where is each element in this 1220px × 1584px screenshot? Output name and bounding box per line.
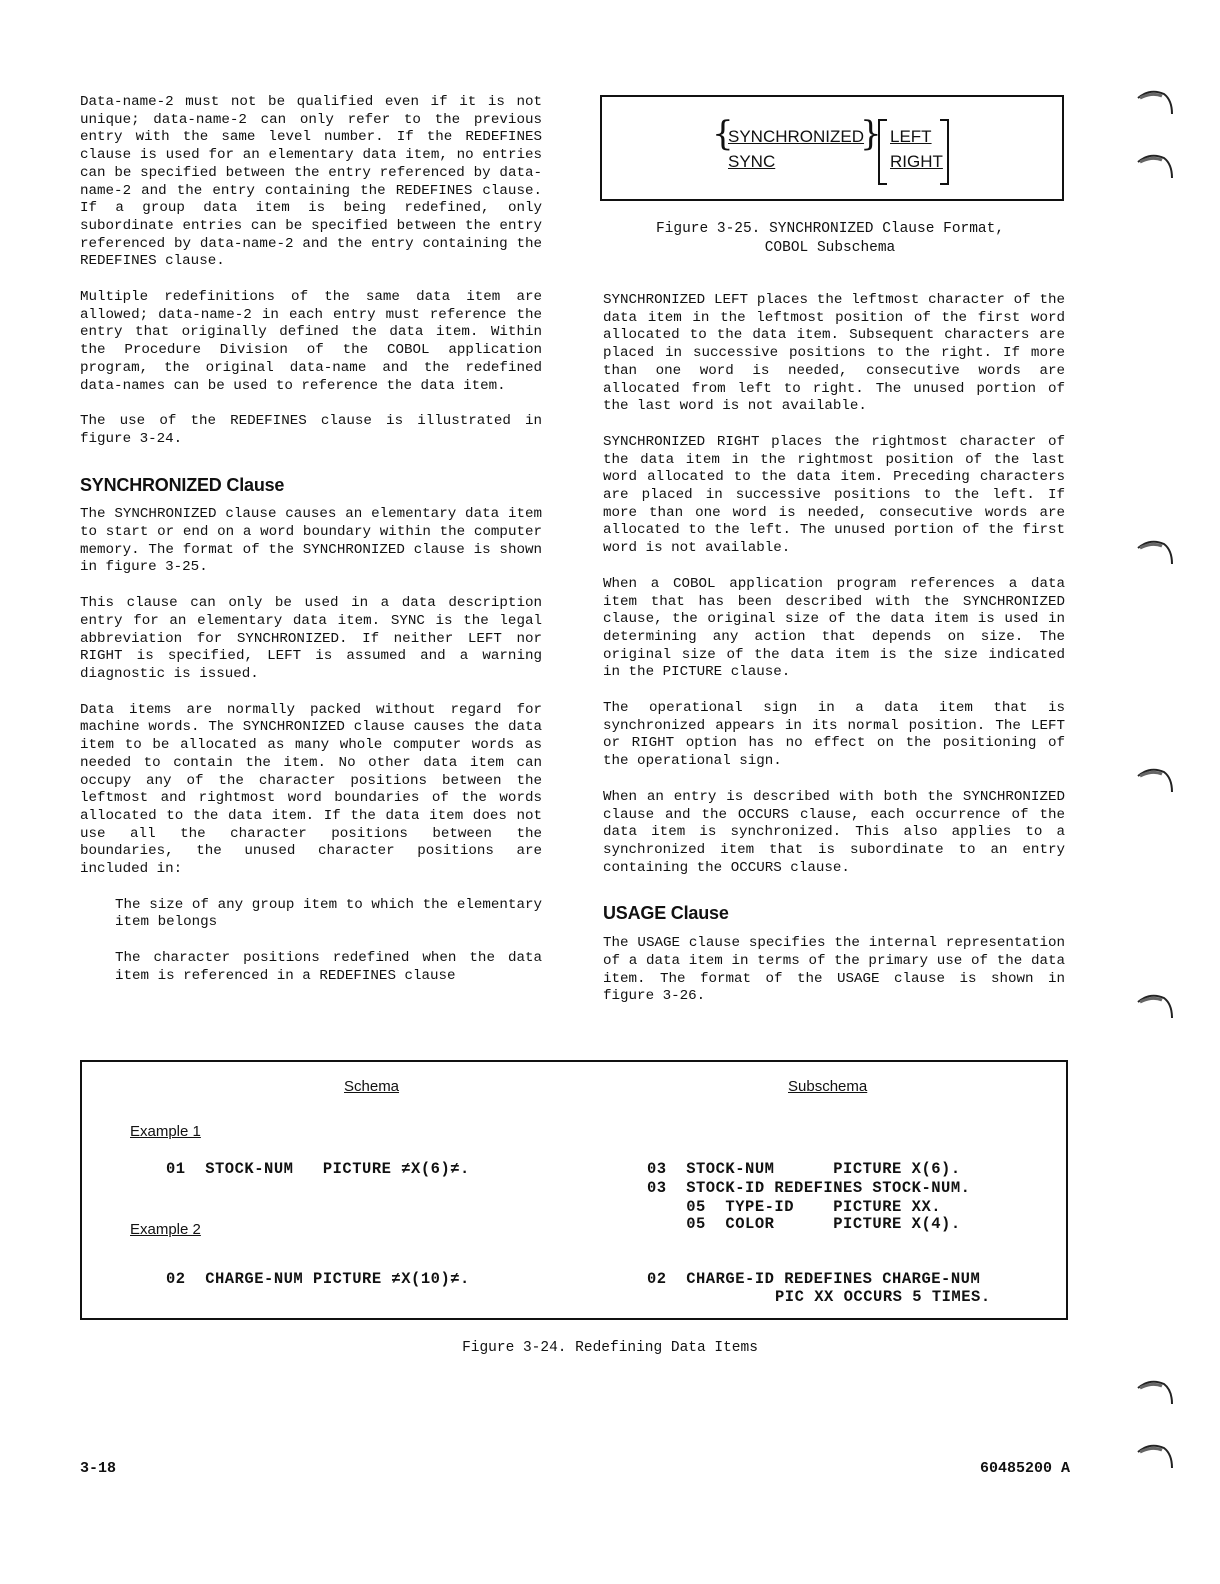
figure-3-25-caption [600,220,1060,258]
paragraph: Multiple redefinitions of the same data item are allowed; data-name-2 in each entry must reference the entry that originally defined the data item. Within the Procedure Division of the COBOL application program, the original data-name and the redefined data-names can be used to reference the data item. [80,289,542,394]
left-brace-icon: { [712,114,734,154]
document-number: 60485200 A [980,1460,1071,1477]
subschema-line: 03 STOCK-ID REDEFINES STOCK-NUM. [647,1179,971,1197]
paragraph: SYNCHRONIZED RIGHT places the rightmost character of the data item in the rightmost position of the last word allocated to the data item. Preceding characters are placed in successive positions to the left. If more than one word is needed, consecutive words are allocated to the left. The unused portion of the first word is not available. [603,433,1065,557]
page-number: 3-18 [80,1460,117,1477]
subschema-line: 02 CHARGE-ID REDEFINES CHARGE-NUM [647,1270,981,1288]
paragraph: Data-name-2 must not be qualified even if it is not unique; data-name-2 can only refer to the previous entry with the same level number. If the REDEFINES clause is used for an elementary data item, no entries can be specified between the entry referenced by data-name-2 and the entry containing the REDEFINES clause. If a group data item is being redefined, only subordinate entries can be specified between the entry referenced by data-name-2 and the entry containing the REDEFINES clause. [80,94,542,270]
indented-paragraph: The character positions redefined when the data item is referenced in a REDEFINES clause [115,950,542,984]
schema-example-1: 01 STOCK-NUM PICTURE ≠X(6)≠. [166,1160,470,1178]
paragraph: The operational sign in a data item that is synchronized appears in its normal position. The LEFT or RIGHT option has no effect on the positioning of the operational sign. [603,700,1065,770]
paragraph: This clause can only be used in a data description entry for an elementary data item. SYNC is the legal abbreviation for SYNCHRONIZED. If neither LEFT nor RIGHT is specified, LEFT is assumed and a warning diagnostic is issued. [80,595,542,682]
indented-paragraph: The size of any group item to which the elementary item belongs [115,896,542,931]
subschema-header: Subschema [788,1078,868,1095]
caption-line: COBOL Subschema [764,240,896,256]
section-heading-usage: USAGE Clause [603,903,729,924]
binder-hole-icon [1136,1376,1176,1406]
sync-format-box [600,95,1064,201]
redefining-data-items-figure [80,1060,1068,1320]
paragraph: The SYNCHRONIZED clause causes an elementary data item to start or end on a word boundary within the computer memory. The format of the SYNCHRONIZED clause is shown in figure 3-25. [80,506,542,576]
schema-example-2: 02 CHARGE-NUM PICTURE ≠X(10)≠. [166,1270,470,1288]
left-bracket-icon [878,119,887,185]
example-2-label: Example 2 [130,1221,201,1238]
section-heading-synchronized: SYNCHRONIZED Clause [80,474,285,495]
paragraph: When an entry is described with both the SYNCHRONIZED clause and the OCCURS clause, each occurrence of the data item is synchronized. This also applies to a synchronized item that is subordinate to an entry containing the OCCURS clause. [603,788,1065,876]
paragraph: The use of the REDEFINES clause is illustrated in figure 3-24. [80,413,542,447]
paragraph: Data items are normally packed without regard for machine words. The SYNCHRONIZED clause causes the data item to be allocated as many whole computer words as needed to contain the item. No other data item can occupy any of the character positions between the leftmost and rightmost word boundaries of the words allocated to the data item. If the data item does not use all the character positions between the boundaries, the unused character positions are included in: [80,701,542,878]
binder-hole-icon [1136,990,1176,1020]
paragraph: When a COBOL application program references a data item that has been described with the SYNCHRONIZED clause, the original size of the data item is used in determining any action that depends on size. The original size of the data item is the size indicated in the PICTURE clause. [603,575,1065,681]
right-brace-icon: } [860,114,882,154]
caption-line: Figure 3-25. SYNCHRONIZED Clause Format, [655,221,1005,237]
schema-header: Schema [344,1078,400,1095]
format-synchronized: SYNCHRONIZED [728,127,865,146]
subschema-line: 05 TYPE-ID PICTURE XX. [647,1198,942,1216]
format-right: RIGHT [890,152,943,171]
right-bracket-icon [940,119,949,185]
left-column [80,94,542,1004]
format-sync: SYNC [728,152,776,171]
format-left: LEFT [890,127,932,146]
subschema-line: 03 STOCK-NUM PICTURE X(6). [647,1160,961,1178]
paragraph: SYNCHRONIZED LEFT places the leftmost character of the data item in the leftmost position of the first word allocated to the data item. Subsequent characters are placed in successive positions to the right. If more than one word is needed, consecutive words are allocated from left to right. The unused portion of the last word is not available. [603,292,1065,415]
binder-hole-icon [1136,150,1176,180]
figure-3-24-caption: Figure 3-24. Redefining Data Items [462,1340,758,1356]
example-1-label: Example 1 [130,1123,201,1140]
right-column [603,292,1065,1024]
binder-hole-icon [1136,536,1176,566]
paragraph: The USAGE clause specifies the internal representation of a data item in terms of the primary use of the data item. The format of the USAGE clause is shown in figure 3-26. [603,935,1065,1005]
subschema-line: 05 COLOR PICTURE X(4). [647,1215,961,1233]
binder-hole-icon [1136,1440,1176,1470]
binder-hole-icon [1136,764,1176,794]
binder-hole-icon [1136,86,1176,116]
subschema-line: PIC XX OCCURS 5 TIMES. [775,1288,991,1306]
